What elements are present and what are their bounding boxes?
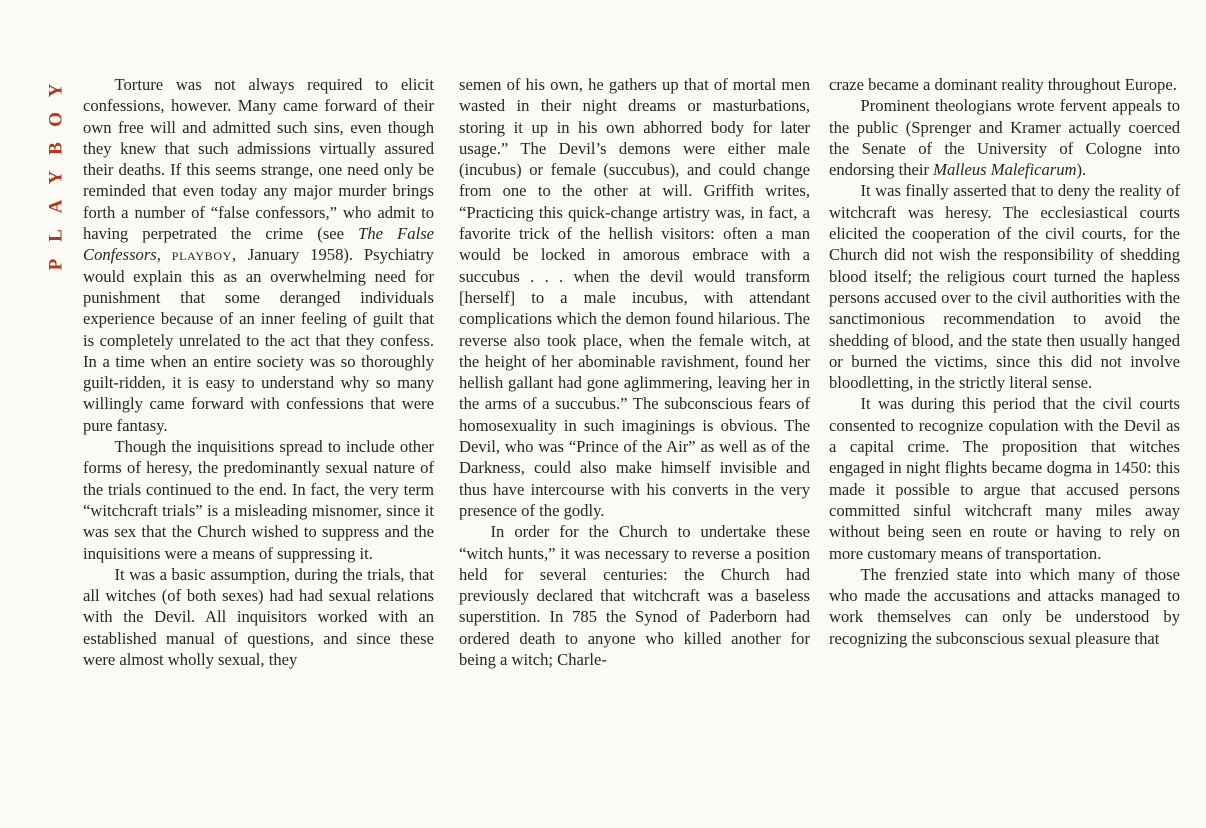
magazine-letter: P [45, 258, 67, 271]
paragraph: semen of his own, he gathers up that of mortal men wasted in their night dreams or masturbations, storing it up in his own abhorred body for later usage.” The Devil’s demons were either male (incubus) or female (succubus), and could change from one to the other at will. Griffith writes, “Practicing this quick-change artistry was, in fact, a favorite trick of the hellish visitors: often a man would be locked in amorous embrace with a succubus . . . when the devil would transform [herself] to a male incubus, with attendant complications which the demon found hilarious. The reverse also took place, when the female witch, at the height of her abominable ravishment, found her hellish gallant had gone aglimmering, leaving her in the arms of a succubus.” The subconscious fears of homosexuality in such imaginings is obvious. The Devil, who was “Prince of the Air” as well as of the Darkness, could also make himself invisible and thus have intercourse with his converts in the very presence of the godly. [459, 75, 810, 520]
magazine-letter: L [45, 229, 67, 242]
magazine-letter: Y [45, 170, 67, 185]
paragraph: Though the inquisitions spread to include other forms of heresy, the predominantly sexual nature of the trials continued to the end. In fact, the very term “witchcraft trials” is a misleading misnomer, since it was sex that the Church wished to suppress and the inquisitions were a means of suppressing it. [83, 437, 434, 563]
paragraph: The frenzied state into which many of those who made the accusations and attacks managed to work themselves can only be understood by recognizing the subconscious sexual pleasure that [829, 564, 1180, 648]
paragraph: It was during this period that the civil courts consented to recognize copulation with the Devil as a capital crime. The proposition that witches engaged in night flights became dogma in 1450: this made it possible to argue that accused persons committed sinful witchcraft many miles away without being seen en route or having to rely on more customary means of transportation. [829, 394, 1180, 563]
paragraph: Prominent theologians wrote fervent appeals to the public (Sprenger and Kramer actually coerced the Senate of the University of Cologne into endorsing their Malleus Maleficarum). [829, 96, 1180, 180]
paragraph: Torture was not always required to elicit confessions, however. Many came forward of their own free will and admitted such sins, even though they knew that such admissions virtually assured their deaths. If this seems strange, one need only be reminded that even today any major murder brings forth a number of “false confessors,” who admit to having perpetrated the crime (see The False Confessors, playboy, January 1958). Psychiatry would explain this as an overwhelming need for punishment that some deranged individuals experience because of an inner feeling of guilt that is completely unrelated to the act that they confess. In a time when an entire society was so thoroughly guilt-ridden, it is easy to understand why so many willingly came forward with confessions that were pure fantasy. [83, 75, 435, 435]
article-column-1 [83, 74, 434, 670]
article-column-3 [829, 74, 1180, 649]
magazine-name-vertical [45, 76, 72, 279]
article-column-2 [459, 74, 810, 670]
magazine-letter: O [45, 112, 67, 127]
page-bottom-edge [0, 822, 1206, 828]
paragraph: In order for the Church to undertake these “witch hunts,” it was necessary to reverse a position held for several centuries: the Church had previously declared that witchcraft was a baseless superstition. In 785 the Synod of Paderborn had ordered death to anyone who killed another for being a witch; Charle- [459, 522, 810, 670]
paragraph: craze became a dominant reality throughout Europe. [829, 75, 1177, 94]
magazine-letter: A [45, 199, 67, 214]
magazine-letter: B [45, 142, 67, 155]
magazine-letter: Y [45, 83, 67, 98]
paragraph: It was finally asserted that to deny the reality of witchcraft was heresy. The ecclesiastical courts elicited the cooperation of the civil courts, for the Church did not wish the responsibility of shedding blood itself; the religious court turned the hapless persons accused over to the civil authorities with the sanctimonious recommendation to avoid the shedding of blood, and the state then usually hanged or burned the victims, since this did not involve bloodletting, in the strictly literal sense. [829, 181, 1180, 393]
paragraph: It was a basic assumption, during the trials, that all witches (of both sexes) had had sexual relations with the Devil. All inquisitors worked with an established manual of questions, and since these were almost wholly sexual, they [83, 564, 434, 670]
